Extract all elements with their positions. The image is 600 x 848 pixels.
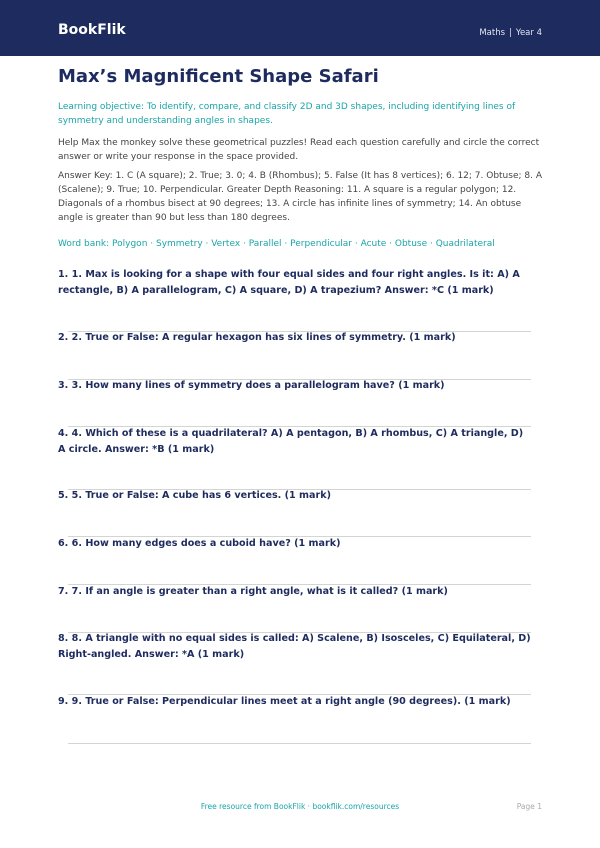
question-1: 1. 1. Max is looking for a shape with four equal sides and four right angles. Is it: A) A rectangle, B) A parallelogram, C) A square, D) A trapezium? Answer: *C (1 mark) bbox=[58, 269, 520, 296]
learning-objective: Learning objective: To identify, compare, and classify 2D and 3D shapes, including identifying lines of symmetry and understanding angles in shapes. bbox=[58, 102, 516, 126]
question-8: 8. 8. A triangle with no equal sides is called: A) Scalene, B) Isosceles, C) Equilateral, D) Right-angled. Answer: *A (1 mark) bbox=[58, 633, 531, 660]
page-header bbox=[0, 0, 600, 56]
header-separator: | bbox=[509, 28, 512, 38]
answer-line-9[interactable] bbox=[68, 743, 531, 744]
question-3: 3. 3. How many lines of symmetry does a parallelogram have? (1 mark) bbox=[58, 380, 445, 391]
answer-key: Answer Key: 1. C (A square); 2. True; 3. 0; 4. B (Rhombus); 5. False (It has 8 vertices); 6. 12; 7. Obtuse; 8. A (Scalene); 9. True; 10. Perpendicular. Greater Depth Reasoning: 11. A square is a regular polygon; 12. Diagonals of a rhombus bisect at 90 degrees; 13. A circle has infinite lines of symmetry; 14. An obtuse angle is greater than 90 but less than 180 degrees. bbox=[58, 171, 542, 223]
brand-logo-text: BookFlik bbox=[58, 22, 126, 38]
page-title: Max’s Magnificent Shape Safari bbox=[58, 66, 379, 87]
intro-text: Help Max the monkey solve these geometrical puzzles! Read each question carefully and circle the correct answer or write your response in the space provided. bbox=[58, 138, 540, 162]
word-bank: Word bank: Polygon · Symmetry · Vertex · Parallel · Perpendicular · Acute · Obtuse · Quadrilateral bbox=[58, 239, 495, 249]
question-9: 9. 9. True or False: Perpendicular lines meet at a right angle (90 degrees). (1 mark) bbox=[58, 696, 511, 707]
question-2: 2. 2. True or False: A regular hexagon has six lines of symmetry. (1 mark) bbox=[58, 332, 456, 343]
question-7: 7. 7. If an angle is greater than a right angle, what is it called? (1 mark) bbox=[58, 586, 448, 597]
question-5: 5. 5. True or False: A cube has 6 vertices. (1 mark) bbox=[58, 490, 332, 501]
question-6: 6. 6. How many edges does a cuboid have? (1 mark) bbox=[58, 538, 341, 549]
page-number: Page 1 bbox=[516, 802, 542, 811]
header-meta bbox=[479, 27, 542, 39]
footer-link[interactable]: Free resource from BookFlik · bookflik.com/resources bbox=[200, 802, 400, 811]
question-4: 4. 4. Which of these is a quadrilateral? A) A pentagon, B) A rhombus, C) A triangle, D) A circle. Answer: *B (1 mark) bbox=[58, 428, 524, 455]
subject-label: Maths bbox=[479, 28, 506, 38]
year-label: Year 4 bbox=[515, 28, 542, 38]
